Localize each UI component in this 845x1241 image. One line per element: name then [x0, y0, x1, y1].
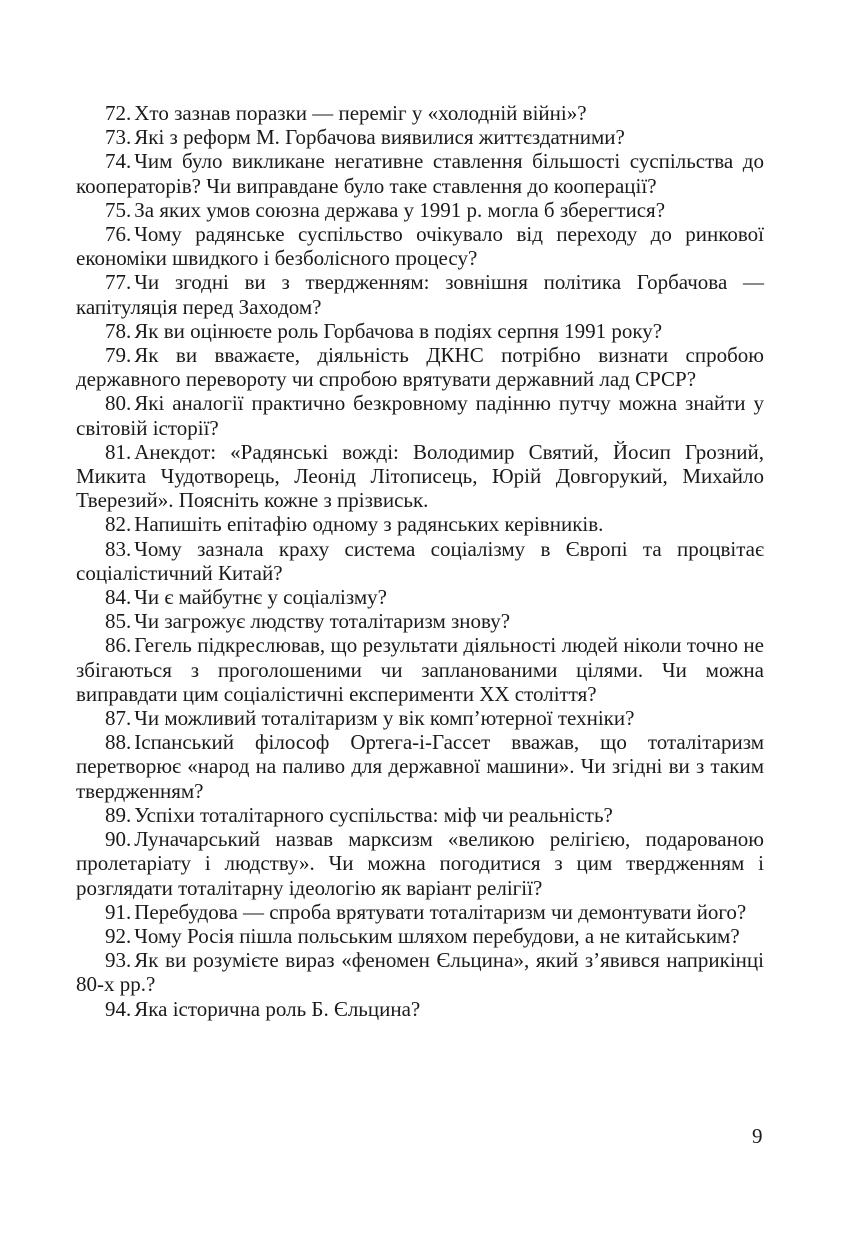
question-text: Чи згодні ви з твердженням: зовнішня політика Горбачова — капітуляція перед Заходом?: [76, 270, 764, 319]
question-number: 75.: [105, 197, 132, 222]
question-text: Чи загрожує людству тоталітаризм знову?: [134, 609, 511, 634]
question-text: Чи є майбутнє у соціалізму?: [134, 585, 387, 610]
question-number: 86.: [105, 633, 132, 658]
question-text: Чому зазнала краху система соціалізму в Європі та процвітає соціалістичний Китай?: [76, 536, 764, 585]
question-text: Які аналогії практично безкровному падінню путчу можна знайти у світовій історії?: [76, 391, 764, 440]
question-list: [76, 101, 764, 1021]
question-number: 84.: [105, 585, 132, 610]
question-number: 91.: [105, 899, 132, 924]
question-number: 82.: [105, 512, 132, 537]
question-text: Успіхи тоталітарного суспільства: міф чи реальність?: [134, 802, 613, 827]
question-item: [76, 125, 764, 149]
question-text: Напишіть епітафію одному з радянських керівників.: [134, 512, 604, 537]
question-item: [76, 222, 764, 270]
question-number: 83.: [105, 536, 132, 561]
question-text: Перебудова — спроба врятувати тоталітаризм чи демонтувати його?: [134, 899, 747, 924]
question-number: 78.: [105, 318, 132, 343]
question-text: Іспанський філософ Ортега-і-Гассет вважав, що тоталітаризм перетворює «народ на паливо для державної машини». Чи згідні ви з таким твердженням?: [76, 730, 764, 803]
question-item: [76, 149, 764, 197]
question-item: [76, 827, 764, 900]
question-item: [76, 948, 764, 996]
question-item: [76, 997, 764, 1021]
question-item: [76, 633, 764, 706]
question-number: 85.: [105, 609, 132, 634]
question-item: [76, 440, 764, 513]
question-number: 88.: [105, 730, 132, 755]
question-item: [76, 198, 764, 222]
question-text: За яких умов союзна держава у 1991 р. могла б зберегтися?: [134, 197, 666, 222]
question-item: [76, 803, 764, 827]
question-text: Які з реформ М. Горбачова виявилися життєздатними?: [134, 125, 625, 150]
question-number: 89.: [105, 802, 132, 827]
question-item: [76, 319, 764, 343]
page-number: 9: [752, 1124, 763, 1148]
question-text: Чим було викликане негативне ставлення більшості суспільства до кооператорів? Чи виправдане було таке ставлення до кооперації?: [76, 149, 764, 198]
question-number: 77.: [105, 270, 132, 295]
question-text: Гегель підкреслював, що результати діяльності людей ніколи точно не збігаються з проголошеними чи запланованими цілями. Чи можна виправдати цим соціалістичні експерименти ХХ століття?: [76, 633, 764, 706]
question-number: 79.: [105, 343, 132, 368]
question-number: 93.: [105, 948, 132, 973]
question-text: Анекдот: «Радянські вожді: Володимир Святий, Йосип Грозний, Микита Чудотворець, Леонід Літописець, Юрій Довгорукий, Михайло Тверезий». Поясніть кожне з прізвиськ.: [76, 439, 764, 513]
question-item: [76, 609, 764, 633]
question-text: Як ви розумієте вираз «феномен Єльцина», який з’явився наприкінці 80-х рр.?: [76, 948, 764, 997]
question-text: Яка історична роль Б. Єльцина?: [134, 996, 421, 1021]
question-number: 87.: [105, 706, 132, 731]
question-text: Чому Росія пішла польським шляхом перебудови, а не китайським?: [134, 923, 740, 948]
question-number: 72.: [105, 101, 132, 125]
question-text: Луначарський назвав марксизм «великою релігією, подарованою пролетаріату і людству». Чи можна погодитися з цим твердженням і розглядати тоталітарну ідеологію як варіант релігії?: [76, 827, 764, 900]
question-item: [76, 270, 764, 318]
question-number: 73.: [105, 125, 132, 150]
question-item: [76, 512, 764, 536]
question-text: Як ви оцінюєте роль Горбачова в подіях серпня 1991 року?: [134, 318, 663, 343]
question-number: 90.: [105, 827, 132, 852]
question-number: 80.: [105, 391, 132, 416]
question-text: Хто зазнав поразки — переміг у «холодній війні»?: [134, 101, 587, 125]
question-number: 94.: [105, 996, 132, 1021]
question-item: [76, 730, 764, 803]
question-number: 76.: [105, 222, 132, 247]
question-text: Чи можливий тоталітаризм у вік комп’ютерної техніки?: [134, 706, 635, 731]
question-item: [76, 101, 764, 125]
question-item: [76, 924, 764, 948]
question-text: Чому радянське суспільство очікувало від переходу до ринкової економіки швидкого і безболісного процесу?: [76, 222, 764, 271]
question-number: 74.: [105, 149, 132, 174]
question-item: [76, 900, 764, 924]
question-number: 81.: [105, 439, 132, 464]
question-item: [76, 343, 764, 391]
question-text: Як ви вважаєте, діяльність ДКНС потрібно визнати спробою державного перевороту чи спробою врятувати державний лад СРСР?: [76, 343, 764, 392]
question-item: [76, 391, 764, 439]
question-number: 92.: [105, 923, 132, 948]
question-item: [76, 585, 764, 609]
question-item: [76, 706, 764, 730]
question-item: [76, 537, 764, 585]
